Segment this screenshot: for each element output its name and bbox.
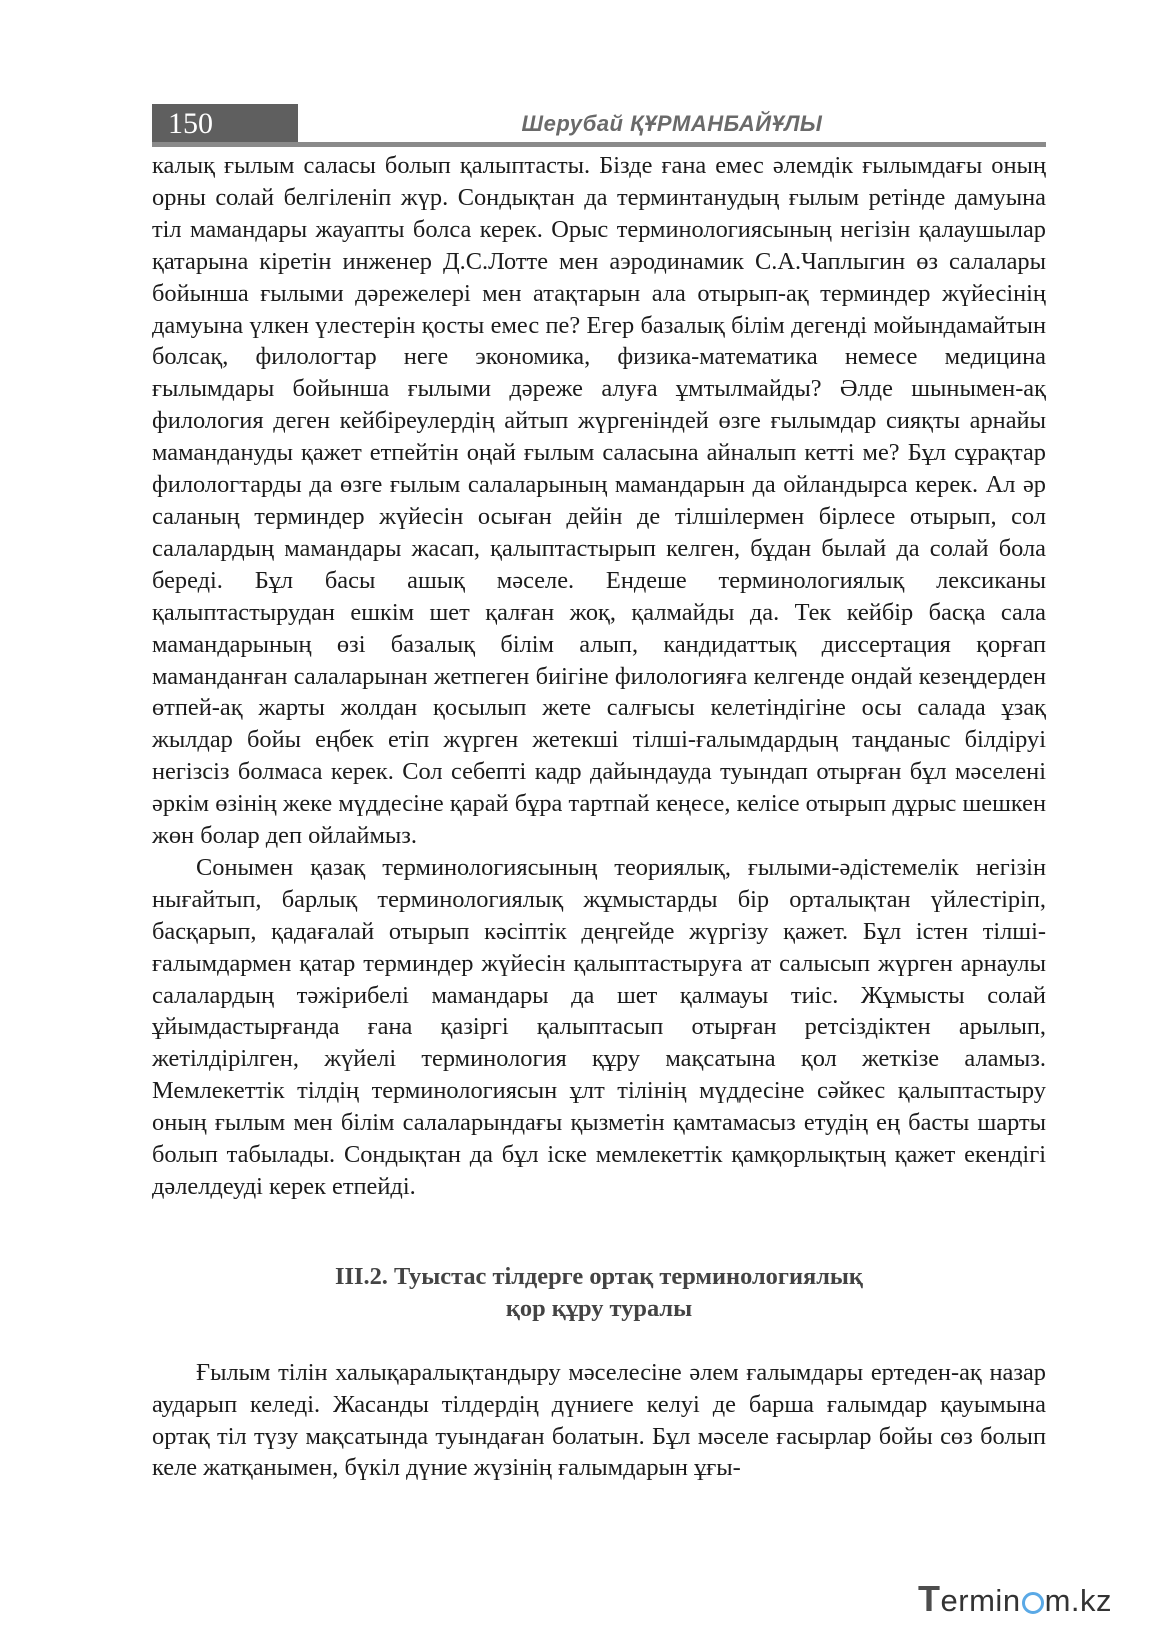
page-body <box>152 150 1046 1484</box>
circle-logo-icon <box>1022 1592 1044 1614</box>
page-number: 150 <box>152 104 298 144</box>
section-heading-line: III.2. Туыстас тілдерге ортақ терминологиялық <box>335 1262 863 1290</box>
spacer <box>152 1203 1046 1261</box>
paragraph: Ғылым тілін халықаралықтандыру мәселесіне әлем ғалымдары ертеден-ақ назар аударып келеді. Жасанды тілдердің дүниеге келуі де барша ғалымдар қауымына ортақ тіл түзу мақсатында туындаған болатын. Бұл мәселе ғасырлар бойы сөз болып келе жатқанымен, бүкіл дүние жүзінің ғалымдарын ұғы- <box>152 1358 1046 1482</box>
paragraph: калық ғылым саласы болып қалыптасты. Бізде ғана емес әлемдік ғылымдағы оның орны солай белгіленіп жүр. Сондықтан да терминтанудың ғылым ретінде дамуына тіл мамандары жауапты болса керек. Орыс терминологиясының негізін қалаушылар қатарына кіретін инженер Д.С.Лотте мен аэродинамик С.А.Чаплыгин өз салалары бойынша ғылыми дәрежелері мен атақтарын ала отырып-ақ терминдер жүйесінің дамуына үлкен үлестерін қосты емес пе? Егер базалық білім дегенді мойындамайтын болсақ, филологтар неге экономика, физика-математика немесе медицина ғылымдары бойынша ғылыми дәреже алуға ұмтылмайды? Әлде шынымен-ақ филология деген кейбіреулердің айтып жүргеніндей өзге ғылымдар сияқты арнайы мамандануды қажет етпейтін оңай ғылым саласына айналып кетті ме? Бұл сұрақтар филологтарды да өзге ғылым салаларының мамандарын да ойландырса керек. Ал әр саланың терминдер жүйесін осыған дейін де тілшілермен бірлесе отырып, сол салалардың мамандары жасап, қалыптастырып келген, бұдан былай да солай бола береді. Бұл басы ашық мәселе. Ендеше терминологиялық лексиканы қалыптастырудан ешкім шет қалған жоқ, қалмайды да. Тек кейбір басқа сала мамандарының өзі базалық білім алып, кандидаттық диссертация қорғап маманданған салаларынан жетпеген биігіне филологияға келгенде ондай кезеңдерден өтпей-ақ жарты жолдан қосылып жете салғысы келетіндігіне осы салада ұзақ жылдар бойы еңбек етіп жүрген жетекші тілші-ғалымдардың таңданыс білдіруі негізсіз болмаса керек. Сол себепті кадр дайындауда туындап отырған бұл мәселені әркім өзінің жеке мүддесіне қарай бұра тартпай кеңесе, келісе отырып дұрыс шешкен жөн болар деп ойлаймыз. <box>152 152 1046 850</box>
section-heading <box>152 1261 1046 1325</box>
paragraph: Сонымен қазақ терминологиясының теориялық, ғылыми-әдістемелік негізін нығайтып, барлық терминологиялық жұмыстарды бір орталықтан үйлестіріп, басқарып, қадағалай отырып кәсіптік деңгейде жүргізу қажет. Бұл істен тілші-ғалымдармен қатар терминдер жүйесін қалыптастыруға ат салысып жүрген арнаулы салалардың тәжірибелі мамандары да шет қалмауы тиіс. Жұмысты солай ұйымдастырғанда ғана қазіргі қалыптасып отырған ретсіздіктен арылып, жетілдірілген, жүйелі терминология құру мақсатына қол жеткізе аламыз. Мемлекеттік тілдің терминологиясын ұлт тілінің мүддесіне сәйкес қалыптастыру оның ғылым мен білім салаларындағы қызметін қамтамасыз етудің ең басты шарты болып табылады. Сондықтан да бұл іске мемлекеттік қамқорлықтың қажет екендігі дәлелдеуді керек етпейді. <box>152 853 1046 1200</box>
running-head-author: Шерубай ҚҰРМАНБАЙҰЛЫ <box>521 111 823 136</box>
spacer <box>152 1325 1046 1357</box>
watermark-logo: Termin m.kz <box>918 1578 1112 1619</box>
page-header <box>152 104 1046 146</box>
section-heading-line: қор құру туралы <box>505 1294 693 1322</box>
header-rule <box>152 142 1046 147</box>
